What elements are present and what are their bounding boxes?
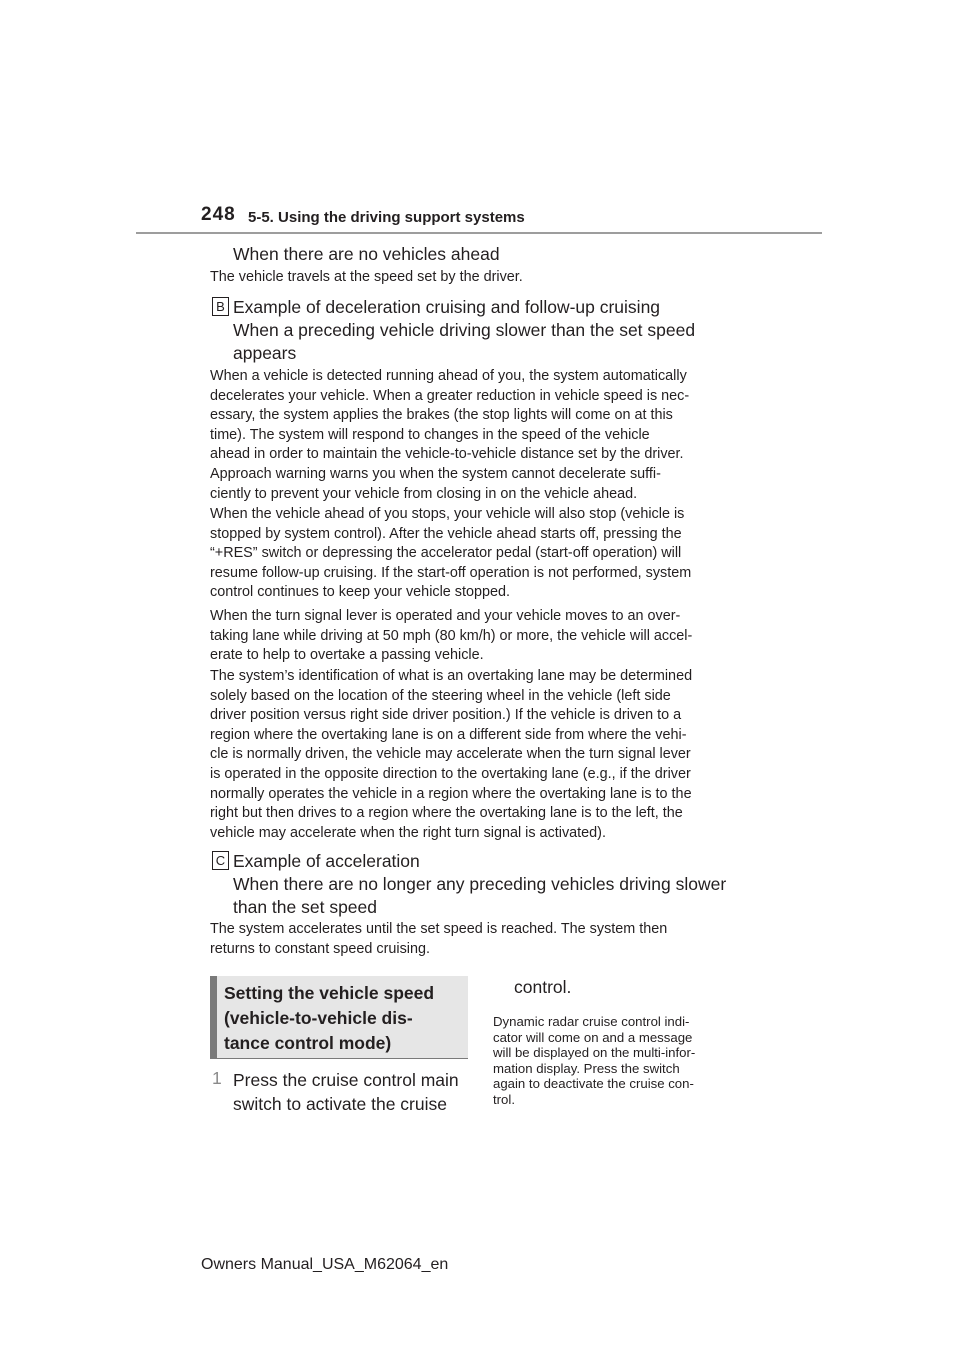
text-line: taking lane while driving at 50 mph (80 km/h) or more, the vehicle will accel- (210, 627, 693, 644)
text-line: Press the cruise control main (233, 1070, 459, 1090)
text-line: When the turn signal lever is operated and your vehicle moves to an over- (210, 608, 681, 624)
section-c-heading-line2: When there are no longer any preceding vehicles driving slower (233, 874, 727, 894)
text-line: ahead in order to maintain the vehicle-to-vehicle distance set by the driver. (210, 446, 684, 463)
label-c-box: C (212, 851, 229, 870)
text-line: cle is normally driven, the vehicle may accelerate when the turn signal lever (210, 746, 691, 763)
page-number: 248 (201, 204, 236, 225)
setting-heading-underline (210, 1058, 468, 1059)
heading-line: tance control mode) (224, 1033, 392, 1053)
header-divider (136, 232, 822, 234)
section-c-heading-line3: than the set speed (233, 897, 377, 917)
setting-speed-heading-box (210, 976, 468, 1058)
section-b-heading-line2: When a preceding vehicle driving slower than the set speed (233, 320, 696, 340)
text-line: erate to help to overtake a passing vehicle. (210, 647, 484, 664)
section-c-heading-line1: Example of acceleration (233, 851, 420, 871)
section-b-paragraph-3 (210, 607, 692, 666)
text-line: When a vehicle is detected running ahead of you, the system automatically (210, 368, 687, 384)
text-line: solely based on the location of the steering wheel in the vehicle (left side (210, 687, 671, 704)
text-line: When the vehicle ahead of you stops, your vehicle will also stop (vehicle is (210, 506, 685, 522)
text-line: Dynamic radar cruise control indi- (493, 1014, 690, 1029)
text-line: The system’s identification of what is an overtaking lane may be determined (210, 668, 693, 684)
section-b-paragraph-4 (210, 667, 692, 843)
step-note (493, 1014, 753, 1108)
text-line: is operated in the opposite direction to the overtaking lane (e.g., if the driver (210, 765, 691, 782)
text-line: again to deactivate the cruise con- (493, 1076, 694, 1092)
text-line: decelerates your vehicle. When a greater reduction in vehicle speed is nec- (210, 387, 690, 404)
section-c-body (210, 920, 667, 959)
text-line: right but then drives to a region where the overtaking lane is to the left, the (210, 805, 683, 822)
text-line: returns to constant speed cruising. (210, 940, 430, 957)
section-b-paragraph-2 (210, 505, 691, 603)
text-line: essary, the system applies the brakes (the stop lights will come on at this (210, 407, 673, 424)
heading-line: (vehicle-to-vehicle dis- (224, 1008, 413, 1028)
text-line: The system accelerates until the set speed is reached. The system then (210, 921, 668, 937)
text-line: trol. (493, 1091, 515, 1107)
text-line: vehicle may accelerate when the right turn signal is activated). (210, 824, 606, 841)
text-line: normally operates the vehicle in a region where the overtaking lane is to the (210, 785, 692, 802)
text-line: resume follow-up cruising. If the start-off operation is not performed, system (210, 564, 692, 581)
text-line: cator will come on and a message (493, 1029, 693, 1045)
text-line: time). The system will respond to changes in the speed of the vehicle (210, 426, 650, 443)
step-text (233, 1068, 473, 1116)
text-line: control continues to keep your vehicle stopped. (210, 584, 510, 601)
heading-line: Setting the vehicle speed (224, 983, 435, 1003)
label-b-box: B (212, 297, 229, 316)
text-line: ciently to prevent your vehicle from closing in on the vehicle ahead. (210, 485, 638, 502)
footer-text: Owners Manual_USA_M62064_en (201, 1256, 449, 1273)
section-b-heading-line3: appears (233, 343, 297, 363)
text-line: stopped by system control). After the vehicle ahead starts off, pressing the (210, 525, 682, 542)
section-a-body: The vehicle travels at the speed set by the driver. (210, 269, 523, 285)
text-line: Approach warning warns you when the system cannot decelerate suffi- (210, 465, 661, 482)
section-b-heading-line1: Example of deceleration cruising and follow-up cruising (233, 297, 661, 317)
section-title: 5-5. Using the driving support systems (248, 209, 525, 226)
section-a-heading: When there are no vehicles ahead (233, 244, 500, 264)
step-continued-text: control. (514, 977, 572, 997)
section-b-paragraph-1 (210, 367, 689, 504)
text-line: “+RES” switch or depressing the accelerator pedal (start-off operation) will (210, 545, 682, 562)
step-number: 1 (212, 1068, 222, 1088)
text-line: switch to activate the cruise (233, 1094, 447, 1114)
text-line: region where the overtaking lane is on a different side from where the vehi- (210, 726, 687, 743)
text-line: driver position versus right side driver position.) If the vehicle is driven to a (210, 707, 682, 724)
text-line: mation display. Press the switch (493, 1060, 680, 1076)
text-line: will be displayed on the multi-infor- (493, 1045, 696, 1061)
